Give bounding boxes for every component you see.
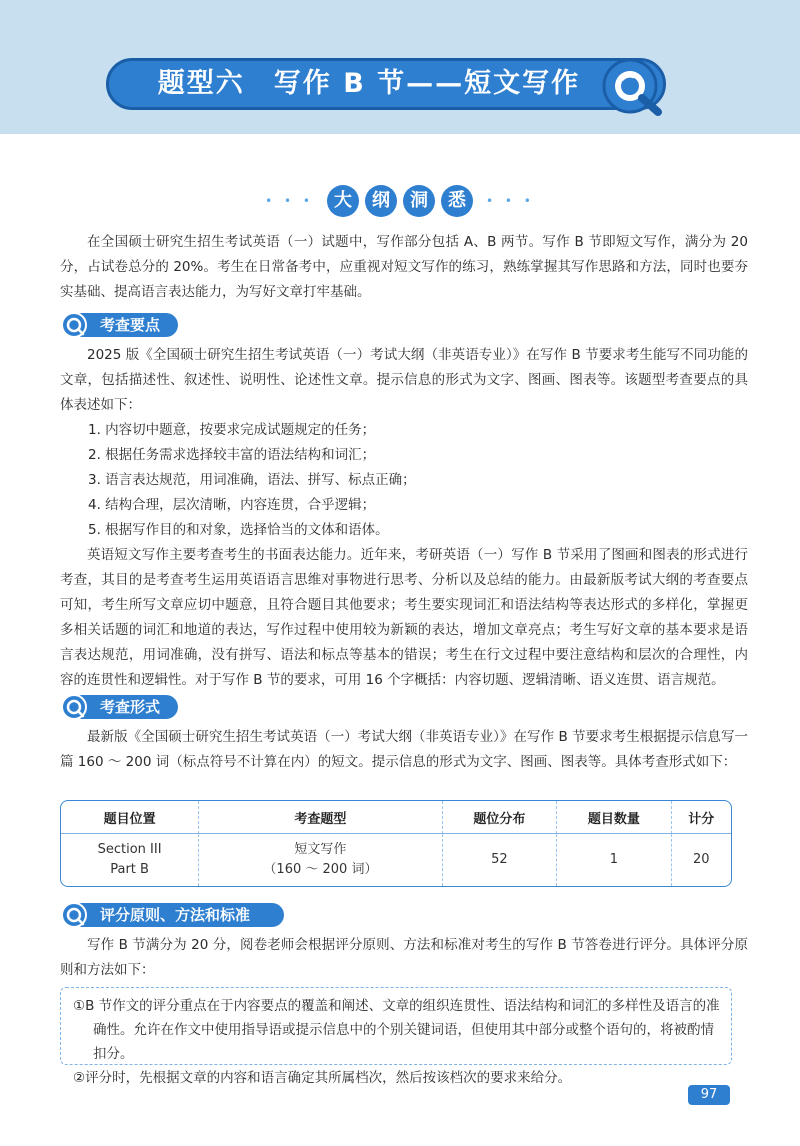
list-item: 2. 根据任务需求选择较丰富的语法结构和词汇； xyxy=(88,447,376,463)
outline-header xyxy=(0,184,800,218)
outline-char: 大 xyxy=(327,185,359,217)
page-number: 97 xyxy=(688,1085,730,1105)
format-paragraph: 最新版《全国硕士研究生招生考试英语（一）考试大纲（非英语专业）》在写作 B 节要求考生根据提示信息写一篇 160 ～ 200 词（标点符号不计算在内）的短文。提示信息的形式为文字、图画、图表等。具体考查形式如下： xyxy=(60,729,748,770)
table-row xyxy=(61,834,731,886)
cell-count: 1 xyxy=(556,834,670,886)
list-item: 3. 语言表达规范，用词准确，语法、拼写、标点正确； xyxy=(88,472,416,488)
decorative-dots-right: • • • xyxy=(486,194,535,208)
list-item: 1. 内容切中题意，按要求完成试题规定的任务； xyxy=(88,422,376,438)
outline-char: 纲 xyxy=(365,185,397,217)
table-header-row xyxy=(61,801,731,834)
page-title: 题型六 写作 B 节——短文写作 xyxy=(157,68,581,99)
rule-item: ①B 节作文的评分重点在于内容要点的覆盖和阐述、文章的组织连贯性、语法结构和词汇的多样性及语言的准确性。允许在作文中使用指导语或提示信息中的个别关键词语，但使用其中部分或整个语句的，将被酌情扣分。 xyxy=(73,998,720,1062)
rule-item: ②评分时，先根据文章的内容和语言确定其所属档次，然后按该档次的要求来给分。 xyxy=(73,1070,572,1086)
column-header: 考查题型 xyxy=(198,801,442,834)
key-points-paragraph: 2025 版《全国硕士研究生招生考试英语（一）考试大纲（非英语专业）》在写作 B 节要求考生能写不同功能的文章，包括描述性、叙述性、说明性、论述性文章。提示信息的形式为文字、图画、图表等。该题型考查要点的具体表述如下： xyxy=(60,347,748,413)
intro-paragraph: 在全国硕士研究生招生考试英语（一）试题中，写作部分包括 A、B 两节。写作 B 节即短文写作，满分为 20 分，占试卷总分的 20%。考生在日常备考中，应重视对短文写作的练习，熟练掌握其写作思路和方法，同时也要夯实基础、提高语言表达能力，为写好文章打牢基础。 xyxy=(60,234,748,300)
cell-type xyxy=(198,834,442,886)
section-header-format xyxy=(60,694,180,720)
grading-paragraph: 写作 B 节满分为 20 分，阅卷老师会根据评分原则、方法和标准对考生的写作 B 节答卷进行评分。具体评分原则和方法如下： xyxy=(60,937,748,978)
outline-char: 悉 xyxy=(441,185,473,217)
section-title: 考查要点 xyxy=(100,316,161,334)
cell-score: 20 xyxy=(671,834,731,886)
format-table xyxy=(60,800,732,887)
section-header-grading xyxy=(60,902,286,928)
column-header: 题目位置 xyxy=(61,801,198,834)
grading-rules-box xyxy=(60,987,732,1086)
list-item: 4. 结构合理，层次清晰，内容连贯，合乎逻辑； xyxy=(88,497,376,513)
outline-char: 洞 xyxy=(403,185,435,217)
section-header-key-points xyxy=(60,312,180,338)
cell-position xyxy=(61,834,198,886)
column-header: 题位分布 xyxy=(442,801,556,834)
magnifier-icon xyxy=(600,56,666,116)
list-item: 5. 根据写作目的和对象，选择恰当的文体和语体。 xyxy=(88,522,389,538)
title-banner xyxy=(106,58,666,110)
cell-text: 短文写作 xyxy=(294,842,347,857)
decorative-dots-left: • • • xyxy=(265,194,314,208)
section-title: 考查形式 xyxy=(100,698,161,716)
key-points-analysis: 英语短文写作主要考查考生的书面表达能力。近年来，考研英语（一）写作 B 节采用了图画和图表的形式进行考查，其目的是考查考生运用英语语言思维对事物进行思考、分析以及总结的能力。由最新版考试大纲的考查要点可知，考生所写文章应切中题意，且符合题目其他要求；考生要实现词汇和语法结构等表达形式的多样化，掌握更多相关话题的词汇和地道的表达，写作过程中使用较为新颖的表达，增加文章亮点；考生写好文章的基本要求是语言表达规范，用词准确，没有拼写、语法和标点等基本的错误；考生在行文过程中要注意结构和层次的合理性，内容的连贯性和逻辑性。对于写作 B 节的要求，可用 16 个字概括：内容切题、逻辑清晰、语义连贯、语言规范。 xyxy=(60,547,748,688)
cell-text: Part B xyxy=(110,862,149,877)
cell-distribution: 52 xyxy=(442,834,556,886)
section-title: 评分原则、方法和标准 xyxy=(100,906,251,924)
cell-text: Section III xyxy=(97,842,162,857)
cell-text: （160 ～ 200 词） xyxy=(263,862,378,877)
column-header: 计分 xyxy=(671,801,731,834)
column-header: 题目数量 xyxy=(556,801,670,834)
